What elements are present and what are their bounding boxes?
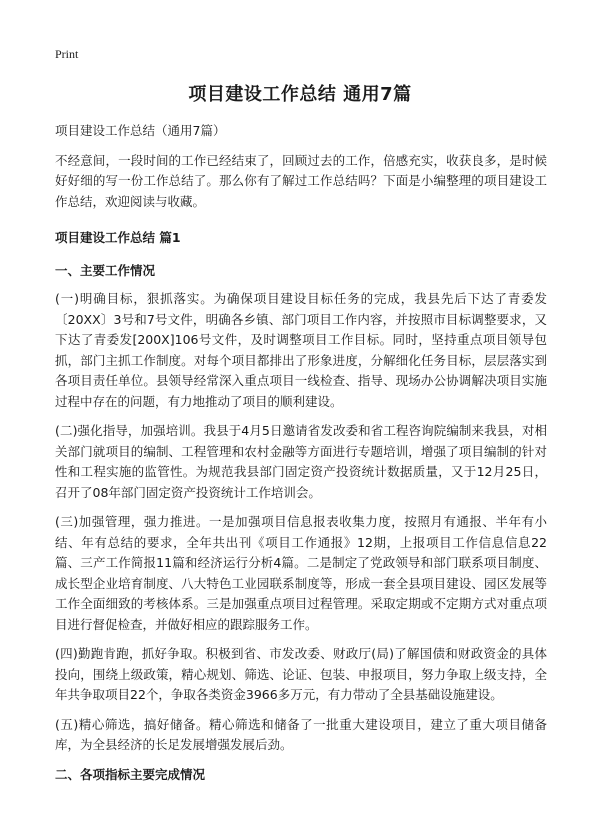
document-title: 项目建设工作总结 通用7篇 <box>188 84 412 105</box>
paragraph-4: (四)勤跑肯跑，抓好争取。积极到省、市发改委、财政厅(局)了解国债和财政资金的具体投向，围绕上级政策，精心规划、筛选、论证、包装、申报项目，努力争取上级支持，全年共争取项目22个，争取各类资金3966多万元，有力带动了全县基础设施建设。 <box>55 646 547 702</box>
section-title: 项目建设工作总结 篇1 <box>55 230 181 245</box>
print-link[interactable]: Print <box>55 47 79 61</box>
paragraph-2: (二)强化指导，加强培训。我县于4月5日邀请省发改委和省工程咨询院编制来我县，对相关部门就项目的编制、工程管理和农村金融等方面进行专题培训，增强了项目编制的针对性和工程实施的监管性。为规范我县部门固定资产投资统计数据质量，又于12月25日，召开了08年部门固定资产投资统计工作培训会。 <box>55 423 547 500</box>
document-content <box>55 121 547 793</box>
intro-paragraph: 不经意间，一段时间的工作已经结束了，回顾过去的工作，倍感充实，收获良多，是时候好好细的写一份工作总结了。那么你有了解过工作总结吗？下面是小编整理的项目建设工作总结，欢迎阅读与收藏。 <box>55 152 547 209</box>
paragraph-3: (三)加强管理，强力推进。一是加强项目信息报表收集力度，按照月有通报、半年有小结、年有总结的要求，全年共出刊《项目工作通报》12期，上报项目工作信息信息22篇、三产工作简报11篇和经济运行分析4篇。二是制定了党政领导和部门联系项目制度、成长型企业培育制度、八大特色工业园联系制度等，形成一套全县项目建设、园区发展等工作全面细致的考核体系。三是加强重点项目过程管理。采取定期或不定期方式对重点项目进行督促检查，并做好相应的跟踪服务工作。 <box>55 514 547 632</box>
paragraph-1: (一)明确目标，狠抓落实。为确保项目建设目标任务的完成，我县先后下达了青委发〔20XX〕3号和7号文件，明确各乡镇、部门项目工作内容，并按照市目标调整要求，又下达了青委发[200X]106号文件，及时调整项目工作目标。同时，坚持重点项目领导包抓，部门主抓工作制度。对每个项目都排出了形象进度，分解细化任务目标，层层落实到各项目责任单位。县领导经常深入重点项目一线检查、指导、现场办公协调解决项目实施过程中存在的问题，有力地推动了项目的顺利建设。 <box>55 291 547 409</box>
paragraph-5: (五)精心筛选，搞好储备。精心筛选和储备了一批重大建设项目，建立了重大项目储备库，为全县经济的长足发展增强发展后劲。 <box>55 716 547 752</box>
heading-indicators: 二、各项指标主要完成情况 <box>55 766 206 782</box>
heading-main-work: 一、主要工作情况 <box>55 262 156 278</box>
document-subtitle: 项目建设工作总结（通用7篇） <box>55 123 226 138</box>
